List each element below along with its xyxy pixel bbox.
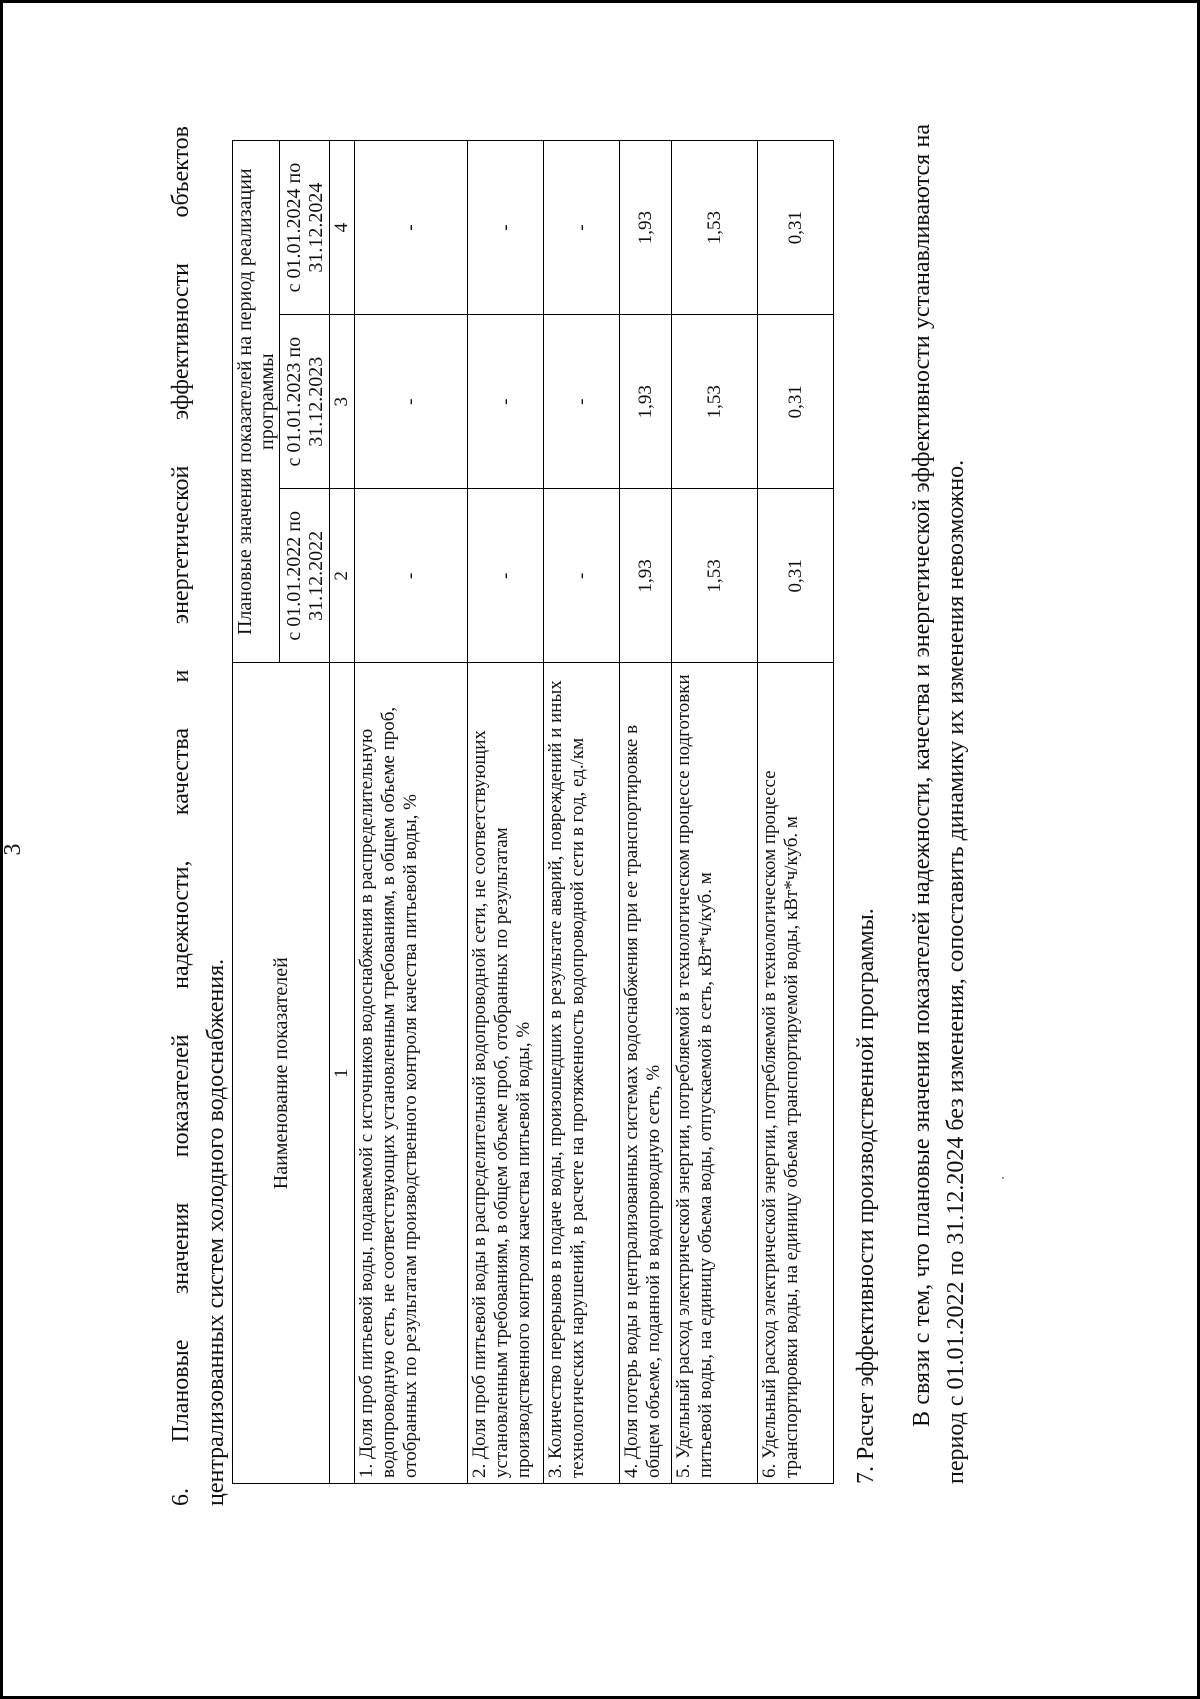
- value-2024: 0,31: [758, 141, 834, 315]
- table-row: [544, 141, 620, 1484]
- value-2023: -: [544, 315, 620, 489]
- column-number: 4: [330, 141, 355, 315]
- value-2023: -: [355, 315, 468, 489]
- value-2024: -: [355, 141, 468, 315]
- table-row: [468, 141, 544, 1484]
- value-2024: -: [468, 141, 544, 315]
- indicators-table: [232, 140, 834, 1484]
- header-indicator-name: Наименование показателей: [233, 663, 330, 1484]
- value-2022: -: [355, 489, 468, 663]
- value-2022: 1,93: [620, 489, 672, 663]
- value-2022: -: [544, 489, 620, 663]
- value-2023: 1,93: [620, 315, 672, 489]
- column-number: 1: [330, 663, 355, 1484]
- section6-heading: 6. Плановые значения показателей надежности, качества и энергетической эффективности объектов: [168, 126, 194, 1506]
- value-2024: 1,93: [620, 141, 672, 315]
- indicator-name: 4. Доля потерь воды в централизованных системах водоснабжения при ее транспортировке в общем объеме, поданной в водопроводную сеть, %: [620, 663, 672, 1484]
- value-2023: 0,31: [758, 315, 834, 489]
- indicator-name: 2. Доля проб питьевой воды в распределительной водопроводной сети, не соответствующих установленным требованиям, в общем объеме проб, отобранных по результатам производственного контроля качества питьевой воды, %: [468, 663, 544, 1484]
- column-number: 3: [330, 315, 355, 489]
- header-period-2023: с 01.01.2023 по 31.12.2023: [280, 315, 330, 489]
- value-2023: 1,53: [672, 315, 758, 489]
- header-planned-values: Плановые значения показателей на период реализации программы: [233, 141, 280, 663]
- value-2024: 1,53: [672, 141, 758, 315]
- indicator-name: 1. Доля проб питьевой воды, подаваемой с источников водоснабжения в распределительную водопроводную сеть, не соответствующих установленным требованиям, в общем объеме проб, отобранных по результатам производственного контроля качества питьевой воды, %: [355, 663, 468, 1484]
- page-number: 3: [0, 843, 26, 856]
- column-number: 2: [330, 489, 355, 663]
- table-row: [620, 141, 672, 1484]
- value-2022: 1,53: [672, 489, 758, 663]
- table-row: [355, 141, 468, 1484]
- section7-heading: 7. Расчет эффективности производственной программы.: [853, 908, 879, 1484]
- value-2024: -: [544, 141, 620, 315]
- scan-speck: [1002, 1177, 1004, 1179]
- indicator-name: 5. Удельный расход электрической энергии, потребляемой в технологическом процессе подготовки питьевой воды, на единицу объема воды, отпускаемой в сеть, кВт*ч/куб. м: [672, 663, 758, 1484]
- header-period-2024: с 01.01.2024 по 31.12.2024: [280, 141, 330, 315]
- indicator-name: 3. Количество перерывов в подаче воды, произошедших в результате аварий, повреждений и иных технологических нарушений, в расчете на протяженность водопроводной сети в год, ед./км: [544, 663, 620, 1484]
- table-row: [758, 141, 834, 1484]
- conclusion-paragraph: В связи с тем, что плановые значения показателей надежности, качества и энергетической эффективности устанавливаются на период с 01.01.2022 по 31.12.2024 без изменения, сопоставить динамику их изменения невозможно.: [909, 124, 969, 1484]
- value-2023: -: [468, 315, 544, 489]
- value-2022: -: [468, 489, 544, 663]
- table-row: [672, 141, 758, 1484]
- section6-heading-continued: централизованных систем холодного водоснабжения.: [203, 958, 229, 1506]
- header-period-2022: с 01.01.2022 по 31.12.2022: [280, 489, 330, 663]
- value-2022: 0,31: [758, 489, 834, 663]
- indicator-name: 6. Удельный расход электрической энергии, потребляемой в технологическом процессе транспортировки воды, на единицу объема транспортируемой воды, кВт*ч/куб. м: [758, 663, 834, 1484]
